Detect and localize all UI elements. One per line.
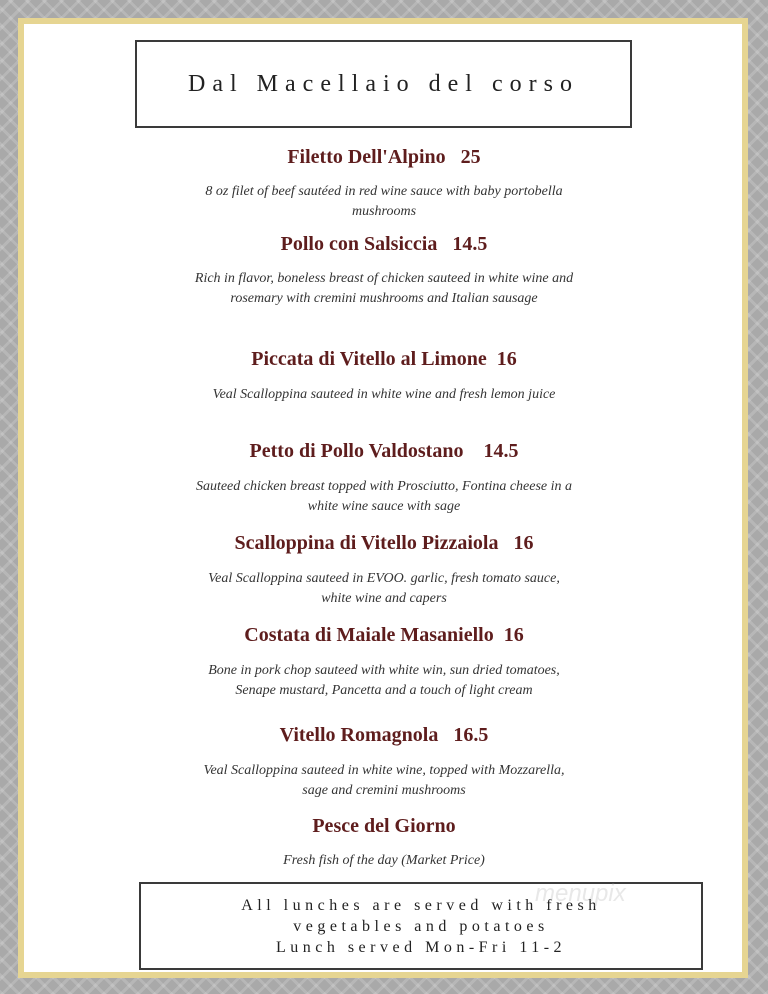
menu-item-description: Veal Scalloppina sauteed in white wine and fresh lemon juice	[212, 387, 556, 402]
restaurant-title: Dal Macellaio del corso	[188, 71, 579, 97]
footer-line-1: All lunches are served with fresh	[241, 896, 601, 914]
menu-item-description: Veal Scalloppina sauteed in EVOO. garlic, fresh tomato sauce, white wine and capers	[208, 571, 560, 606]
title-box	[135, 40, 632, 128]
menu-item-name: Petto di Pollo Valdostano 14.5	[249, 440, 519, 462]
footer-line-2: vegetables and potatoes	[293, 917, 549, 935]
menu-item-name: Filetto Dell'Alpino 25	[287, 146, 481, 168]
footer-line-3: Lunch served Mon-Fri 11-2	[275, 938, 567, 956]
menu-item-description: 8 oz filet of beef sautéed in red wine sauce with baby portobella mushrooms	[205, 184, 563, 219]
menu-item-name: Scalloppina di Vitello Pizzaiola 16	[234, 532, 534, 554]
menu-item-name: Piccata di Vitello al Limone 16	[251, 348, 517, 370]
menu-item-name: Pollo con Salsiccia 14.5	[280, 233, 488, 255]
menu-item-name: Vitello Romagnola 16.5	[279, 724, 489, 746]
menu-item-name: Costata di Maiale Masaniello 16	[244, 624, 524, 646]
menu-item-description: Fresh fish of the day (Market Price)	[283, 853, 485, 868]
menu-item-description: Bone in pork chop sauteed with white win, sun dried tomatoes, Senape mustard, Pancetta and a touch of light cream	[208, 663, 560, 698]
menu-item-description: Sauteed chicken breast topped with Prosciutto, Fontina cheese in a white wine sauce with sage	[195, 479, 573, 514]
menu-item-description: Veal Scalloppina sauteed in white wine, topped with Mozzarella, sage and cremini mushrooms	[203, 763, 565, 798]
watermark: menupix	[535, 880, 626, 907]
menu-item-description: Rich in flavor, boneless breast of chicken sauteed in white wine and rosemary with cremini mushrooms and Italian sausage	[194, 271, 574, 306]
menu-item-name: Pesce del Giorno	[312, 815, 456, 837]
